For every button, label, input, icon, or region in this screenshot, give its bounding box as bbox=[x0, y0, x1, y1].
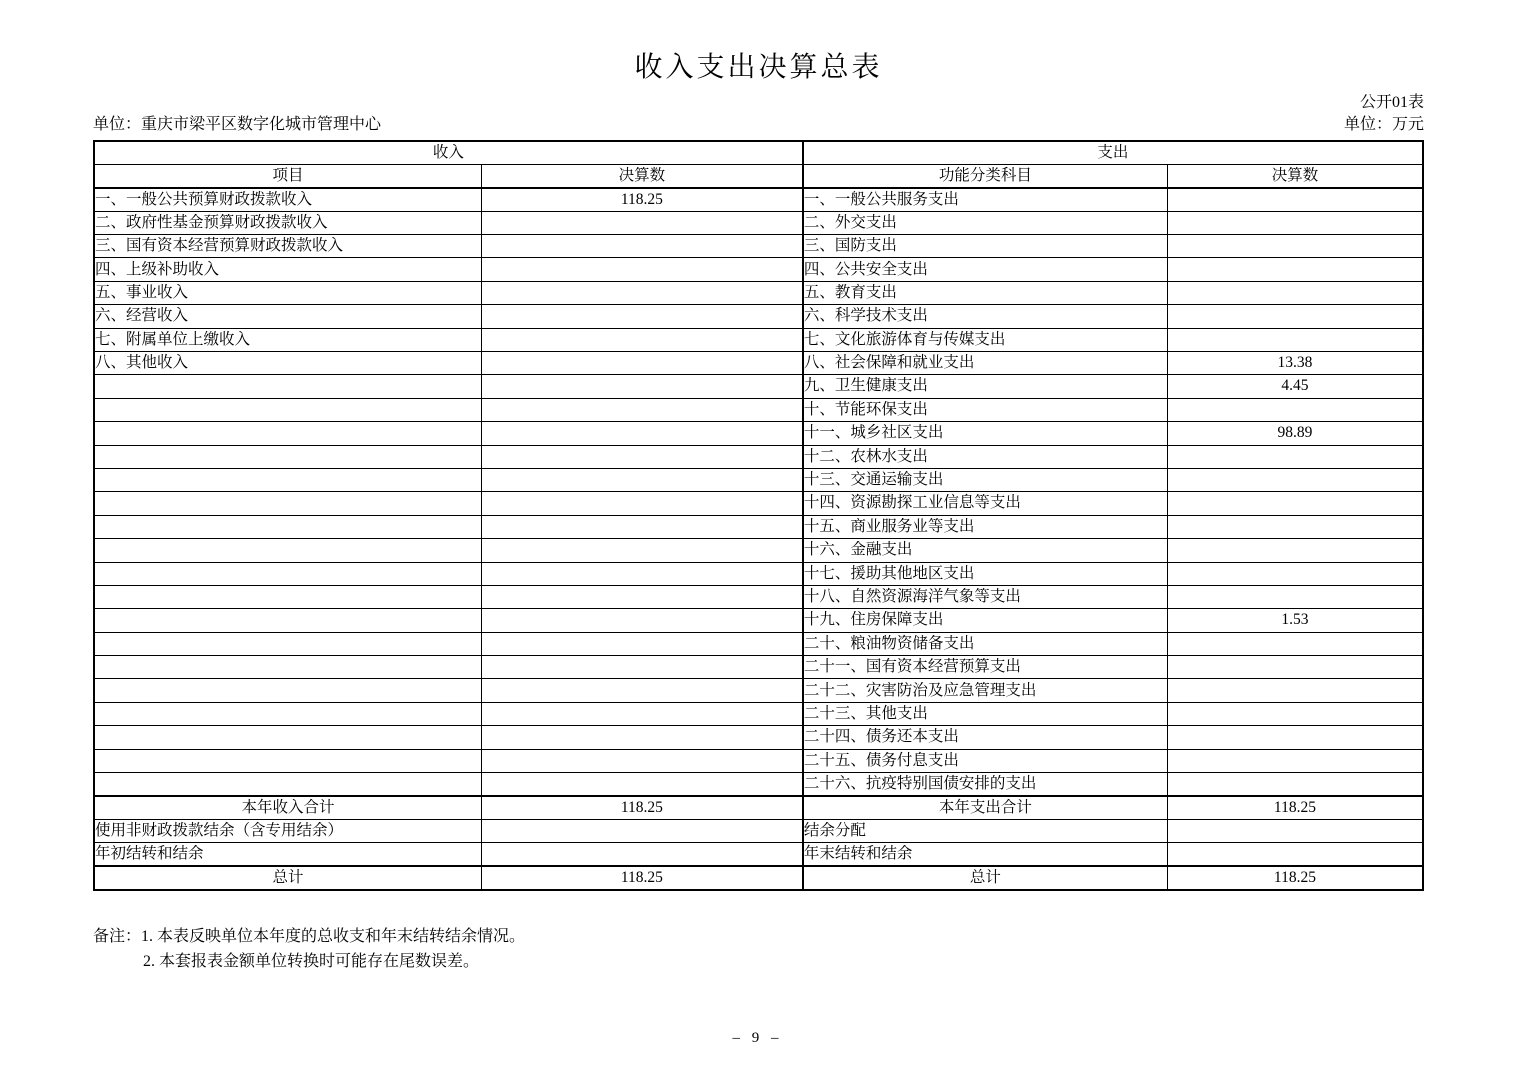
page-number: – 9 – bbox=[732, 1030, 783, 1046]
income-item-label: 三、国有资本经营预算财政拨款收入 bbox=[94, 235, 481, 258]
income-item-label bbox=[94, 375, 481, 398]
page-title: 收入支出决算总表 bbox=[634, 52, 883, 83]
expense-item-label: 二十四、债务还本支出 bbox=[803, 726, 1168, 749]
expense-item-label: 五、教育支出 bbox=[803, 281, 1168, 304]
expense-item-value bbox=[1167, 656, 1423, 679]
expense-item-value bbox=[1167, 819, 1423, 842]
expense-item-label: 结余分配 bbox=[803, 819, 1168, 842]
income-item-value bbox=[481, 281, 802, 304]
table-row bbox=[94, 305, 1423, 328]
income-item-value bbox=[481, 539, 802, 562]
income-item-label: 总计 bbox=[94, 866, 481, 889]
income-item-label: 一、一般公共预算财政拨款收入 bbox=[94, 188, 481, 211]
income-item-value bbox=[481, 352, 802, 375]
table-row bbox=[94, 773, 1423, 796]
income-item-label bbox=[94, 656, 481, 679]
table-row bbox=[94, 515, 1423, 538]
expense-item-value bbox=[1167, 632, 1423, 655]
income-item-label bbox=[94, 398, 481, 421]
doc-code: 公开01表 bbox=[1359, 94, 1424, 111]
expense-item-label: 本年支出合计 bbox=[803, 796, 1168, 819]
income-item-value bbox=[481, 562, 802, 585]
income-item-value bbox=[481, 211, 802, 234]
expense-item-label: 八、社会保障和就业支出 bbox=[803, 352, 1168, 375]
income-item-col-header: 项目 bbox=[94, 164, 481, 187]
income-item-label bbox=[94, 445, 481, 468]
table-row bbox=[94, 258, 1423, 281]
expense-item-label: 十七、援助其他地区支出 bbox=[803, 562, 1168, 585]
income-item-value bbox=[481, 843, 802, 866]
budget-table bbox=[93, 140, 1424, 891]
section-header-row bbox=[94, 141, 1423, 164]
expense-item-label: 二十六、抗疫特别国债安排的支出 bbox=[803, 773, 1168, 796]
expense-item-label: 二、外交支出 bbox=[803, 211, 1168, 234]
income-item-value bbox=[481, 749, 802, 772]
table-row bbox=[94, 656, 1423, 679]
income-item-label bbox=[94, 562, 481, 585]
expense-item-label: 十九、住房保障支出 bbox=[803, 609, 1168, 632]
income-item-value bbox=[481, 773, 802, 796]
table-row bbox=[94, 422, 1423, 445]
expense-item-value bbox=[1167, 726, 1423, 749]
expense-item-value bbox=[1167, 211, 1423, 234]
expense-item-value bbox=[1167, 235, 1423, 258]
expense-item-label: 二十、粮油物资储备支出 bbox=[803, 632, 1168, 655]
income-item-value bbox=[481, 468, 802, 491]
income-item-label bbox=[94, 515, 481, 538]
income-item-value bbox=[481, 726, 802, 749]
income-item-value bbox=[481, 235, 802, 258]
expense-item-value bbox=[1167, 305, 1423, 328]
income-item-label bbox=[94, 422, 481, 445]
expense-item-value bbox=[1167, 258, 1423, 281]
table-row bbox=[94, 632, 1423, 655]
income-item-value bbox=[481, 328, 802, 351]
income-item-label bbox=[94, 726, 481, 749]
table-row bbox=[94, 585, 1423, 608]
expense-item-label: 十六、金融支出 bbox=[803, 539, 1168, 562]
unit-name: 单位：重庆市梁平区数字化城市管理中心 bbox=[93, 116, 382, 133]
table-row bbox=[94, 866, 1423, 889]
income-item-label bbox=[94, 492, 481, 515]
income-item-label: 五、事业收入 bbox=[94, 281, 481, 304]
expense-item-label: 十五、商业服务业等支出 bbox=[803, 515, 1168, 538]
income-item-value bbox=[481, 679, 802, 702]
table-row bbox=[94, 819, 1423, 842]
income-item-value bbox=[481, 492, 802, 515]
table-row bbox=[94, 328, 1423, 351]
column-header-row bbox=[94, 164, 1423, 187]
expense-item-col-header: 功能分类科目 bbox=[803, 164, 1168, 187]
table-row bbox=[94, 445, 1423, 468]
income-item-label: 六、经营收入 bbox=[94, 305, 481, 328]
income-item-value bbox=[481, 515, 802, 538]
expense-item-label: 十一、城乡社区支出 bbox=[803, 422, 1168, 445]
income-item-label bbox=[94, 609, 481, 632]
table-row bbox=[94, 235, 1423, 258]
expense-item-value: 118.25 bbox=[1167, 796, 1423, 819]
table-row bbox=[94, 398, 1423, 421]
table-row bbox=[94, 609, 1423, 632]
expense-item-value: 13.38 bbox=[1167, 352, 1423, 375]
expense-item-value bbox=[1167, 539, 1423, 562]
expense-item-value bbox=[1167, 492, 1423, 515]
table-row bbox=[94, 562, 1423, 585]
income-item-value bbox=[481, 819, 802, 842]
expense-item-value bbox=[1167, 515, 1423, 538]
expense-item-value bbox=[1167, 843, 1423, 866]
expense-item-value: 4.45 bbox=[1167, 375, 1423, 398]
income-item-value bbox=[481, 305, 802, 328]
expense-item-label: 二十五、债务付息支出 bbox=[803, 749, 1168, 772]
expense-item-value bbox=[1167, 468, 1423, 491]
income-item-value bbox=[481, 609, 802, 632]
income-item-value bbox=[481, 702, 802, 725]
expense-item-label: 年末结转和结余 bbox=[803, 843, 1168, 866]
table-row bbox=[94, 492, 1423, 515]
income-item-label: 年初结转和结余 bbox=[94, 843, 481, 866]
unit-row bbox=[93, 115, 1424, 135]
income-item-label bbox=[94, 585, 481, 608]
income-item-label bbox=[94, 468, 481, 491]
income-section-header: 收入 bbox=[94, 141, 803, 164]
expense-item-value: 118.25 bbox=[1167, 866, 1423, 889]
expense-item-label: 六、科学技术支出 bbox=[803, 305, 1168, 328]
table-row bbox=[94, 352, 1423, 375]
expense-item-value: 98.89 bbox=[1167, 422, 1423, 445]
income-item-label: 本年收入合计 bbox=[94, 796, 481, 819]
table-row bbox=[94, 749, 1423, 772]
table-row bbox=[94, 211, 1423, 234]
expense-item-label: 七、文化旅游体育与传媒支出 bbox=[803, 328, 1168, 351]
expense-item-label: 十、节能环保支出 bbox=[803, 398, 1168, 421]
income-item-value bbox=[481, 258, 802, 281]
income-item-value bbox=[481, 445, 802, 468]
expense-item-value bbox=[1167, 398, 1423, 421]
table-row bbox=[94, 679, 1423, 702]
expense-item-label: 二十一、国有资本经营预算支出 bbox=[803, 656, 1168, 679]
table-row bbox=[94, 188, 1423, 211]
expense-item-label: 九、卫生健康支出 bbox=[803, 375, 1168, 398]
expense-item-value bbox=[1167, 562, 1423, 585]
expense-item-label: 二十三、其他支出 bbox=[803, 702, 1168, 725]
income-item-value bbox=[481, 422, 802, 445]
expense-section-header: 支出 bbox=[803, 141, 1423, 164]
income-item-label bbox=[94, 702, 481, 725]
table-row bbox=[94, 281, 1423, 304]
income-item-value: 118.25 bbox=[481, 188, 802, 211]
expense-item-value bbox=[1167, 445, 1423, 468]
table-row bbox=[94, 843, 1423, 866]
income-item-value bbox=[481, 375, 802, 398]
income-item-label bbox=[94, 679, 481, 702]
expense-item-label: 十八、自然资源海洋气象等支出 bbox=[803, 585, 1168, 608]
expense-item-value bbox=[1167, 679, 1423, 702]
expense-item-value bbox=[1167, 281, 1423, 304]
expense-item-label: 十三、交通运输支出 bbox=[803, 468, 1168, 491]
income-item-label bbox=[94, 749, 481, 772]
income-item-label bbox=[94, 773, 481, 796]
expense-item-value bbox=[1167, 188, 1423, 211]
income-item-value: 118.25 bbox=[481, 866, 802, 889]
expense-item-value bbox=[1167, 328, 1423, 351]
expense-item-label: 一、一般公共服务支出 bbox=[803, 188, 1168, 211]
income-item-label: 八、其他收入 bbox=[94, 352, 481, 375]
income-item-label: 四、上级补助收入 bbox=[94, 258, 481, 281]
expense-item-label: 二十二、灾害防治及应急管理支出 bbox=[803, 679, 1168, 702]
expense-item-label: 四、公共安全支出 bbox=[803, 258, 1168, 281]
expense-item-label: 十四、资源勘探工业信息等支出 bbox=[803, 492, 1168, 515]
expense-item-value bbox=[1167, 702, 1423, 725]
expense-item-value bbox=[1167, 749, 1423, 772]
table-row bbox=[94, 702, 1423, 725]
unit-measure: 单位：万元 bbox=[1343, 116, 1424, 133]
income-item-value bbox=[481, 585, 802, 608]
income-item-label: 七、附属单位上缴收入 bbox=[94, 328, 481, 351]
table-row bbox=[94, 726, 1423, 749]
income-amount-col-header: 决算数 bbox=[481, 164, 802, 187]
table-row bbox=[94, 468, 1423, 491]
expense-item-value: 1.53 bbox=[1167, 609, 1423, 632]
expense-item-value bbox=[1167, 585, 1423, 608]
income-item-label: 二、政府性基金预算财政拨款收入 bbox=[94, 211, 481, 234]
note-line-1: 备注：1. 本表反映单位本年度的总收支和年末结转结余情况。 bbox=[93, 927, 526, 945]
income-item-value bbox=[481, 632, 802, 655]
expense-amount-col-header: 决算数 bbox=[1167, 164, 1423, 187]
income-item-label bbox=[94, 632, 481, 655]
table-row bbox=[94, 539, 1423, 562]
notes bbox=[93, 924, 1424, 974]
income-item-label: 使用非财政拨款结余（含专用结余） bbox=[94, 819, 481, 842]
income-item-value bbox=[481, 656, 802, 679]
expense-item-label: 三、国防支出 bbox=[803, 235, 1168, 258]
income-item-value bbox=[481, 398, 802, 421]
table-row bbox=[94, 796, 1423, 819]
income-item-value: 118.25 bbox=[481, 796, 802, 819]
expense-item-label: 总计 bbox=[803, 866, 1168, 889]
table-row bbox=[94, 375, 1423, 398]
income-item-label bbox=[94, 539, 481, 562]
expense-item-value bbox=[1167, 773, 1423, 796]
note-line-2: 2. 本套报表金额单位转换时可能存在尾数误差。 bbox=[143, 952, 480, 970]
expense-item-label: 十二、农林水支出 bbox=[803, 445, 1168, 468]
